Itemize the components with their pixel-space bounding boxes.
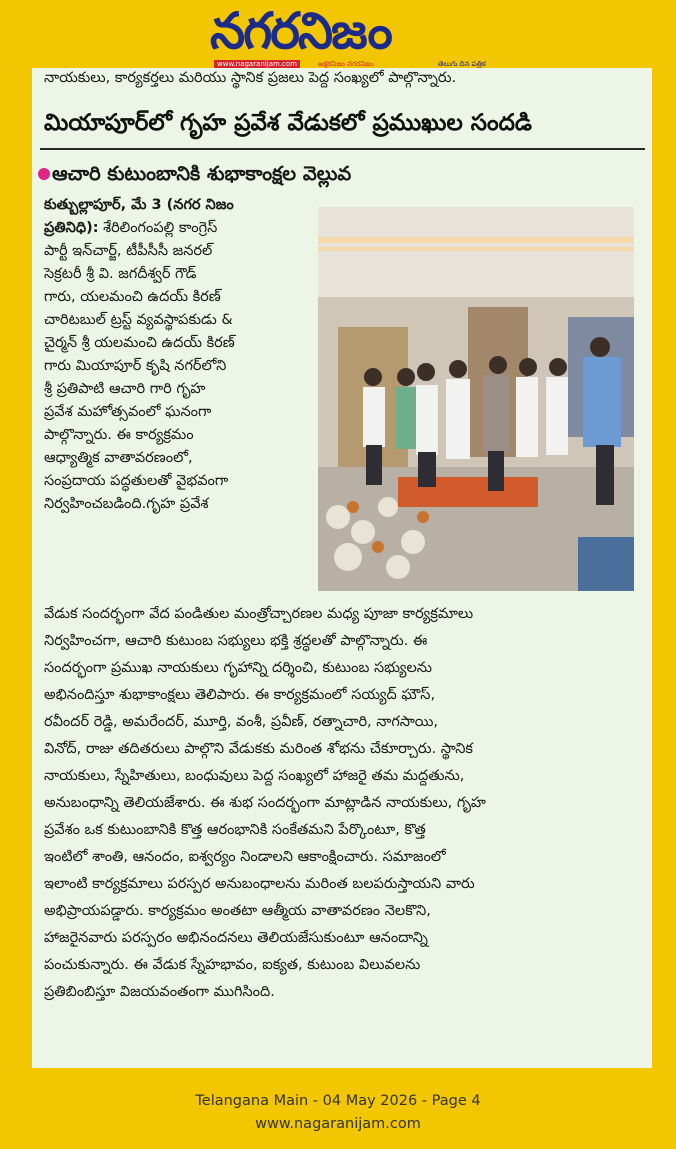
article-line <box>44 218 217 238</box>
article-line: అనుబంధాన్ని తెలియజేశారు. ఈ శుభ సందర్భంగా మాట్లాడిన నాయకులు, గృహ <box>44 795 486 811</box>
narrow-line: సెక్రటరీ శ్రీ వి. జగదీశ్వర్ గౌడ్ <box>44 266 197 282</box>
masthead-tagline-right: తెలుగు దిన పత్రిక <box>438 60 486 68</box>
article-subheadline: ఆచారి కుటుంబానికి శుభాకాంక్షల వెల్లువ <box>52 162 352 185</box>
narrow-line: పార్టీ ఇన్‌చార్జ్, టీపీసీసీ జనరల్ <box>44 243 213 259</box>
article-line: ఇలాంటి కార్యక్రమాలు పరస్పర అనుబంధాలను మరింత బలపరుస్తాయని వారు <box>44 876 475 892</box>
masthead <box>210 2 486 68</box>
article-line: ఇంటిలో శాంతి, ఆనందం, ఐశ్వర్యం నిండాలని ఆకాంక్షించారు. సమాజంలో <box>44 849 446 865</box>
bullet-dot-icon <box>38 168 50 180</box>
article-line: అభిప్రాయపడ్డారు. కార్యక్రమం అంతటా ఆత్మీయ వాతావరణం నెలకొని, <box>44 903 431 919</box>
footer-bar <box>0 1075 676 1149</box>
narrow-line: సంప్రదాయ పద్ధతులతో వైభవంగా <box>44 473 229 489</box>
article-line: వినోద్, రాజు తదితరులు పాల్గొని వేడుకకు మరింత శోభను చేకూర్చారు. స్థానిక <box>44 741 473 757</box>
narrow-line: ప్రవేశ మహోత్సవంలో ఘనంగా <box>44 404 212 420</box>
newspaper-logo: నగరనిజం <box>210 2 391 60</box>
article-line: పంచుకున్నారు. ఈ వేడుక స్నేహభావం, ఐక్యత, కుటుంబ విలువలను <box>44 957 421 973</box>
narrow-line: ఆధ్యాత్మిక వాతావరణంలో, <box>44 450 193 466</box>
edition-label: Telangana Main - 04 May 2026 - Page 4 <box>195 1093 481 1109</box>
headline-divider <box>40 148 645 150</box>
dateline: కుత్బుల్లాపూర్, మే 3 (నగర నిజం <box>44 197 234 213</box>
dateline-cont: ప్రతినిధి): <box>44 220 99 236</box>
article-line: నిర్వహించగా, ఆచారి కుటుంబ సభ్యులు భక్తి శ్రద్ధలతో పాల్గొన్నారు. ఈ <box>44 633 428 649</box>
previous-article-tail: నాయకులు, కార్యకర్తలు మరియు స్థానిక ప్రజలు పెద్ద సంఖ్యలో పాల్గొన్నారు. <box>44 70 457 86</box>
article-line: అభినందిస్తూ శుభాకాంక్షలు తెలిపారు. ఈ కార్యక్రమంలో సయ్యద్ ఘౌస్, <box>44 687 436 703</box>
narrow-line: చైర్మన్ శ్రీ యలమంచి ఉదయ్ కిరణ్ <box>44 335 235 351</box>
event-photo-illustration <box>318 207 634 591</box>
masthead-url: www.nagaranijam.com <box>214 60 300 69</box>
narrow-line: శ్రీ ప్రతిపాటి ఆచారి గారి గృహ <box>44 381 206 397</box>
article-line: నాయకులు, స్నేహితులు, బంధువులు పెద్ద సంఖ్యలో హాజరై తమ మద్దతును, <box>44 768 465 784</box>
narrow-line: గారు, యలమంచి ఉదయ్ కిరణ్ <box>44 289 221 305</box>
article-line: సందర్భంగా ప్రముఖ నాయకులు గృహాన్ని దర్శించి, కుటుంబ సభ్యులను <box>44 660 432 676</box>
narrow-line: నిర్వహించబడింది.గృహ ప్రవేశ <box>44 496 209 512</box>
article-line: వేడుక సందర్భంగా వేద పండితుల మంత్రోచ్చారణల మధ్య పూజా కార్యక్రమాలు <box>44 606 474 622</box>
narrow-line: పాల్గొన్నారు. ఈ కార్యక్రమం <box>44 427 194 443</box>
event-photo <box>318 207 634 591</box>
article-line: ప్రతిబింబిస్తూ విజయవంతంగా ముగిసింది. <box>44 984 275 1000</box>
narrow-line: చారిటబుల్ ట్రస్ట్ వ్యవస్థాపకుడు & <box>44 312 233 328</box>
narrow-line: గారు మియాపూర్ కృషి నగర్‌లోని <box>44 358 227 374</box>
article-line: రవీందర్ రెడ్డి, అమరేందర్, మూర్తి, వంశీ, ప్రవీణ్, రత్నాచారి, నాగసాయి, <box>44 714 438 730</box>
website-link[interactable]: www.nagaranijam.com <box>255 1116 421 1132</box>
article-headline: మియాపూర్‌లో గృహ ప్రవేశ వేడుకలో ప్రముఖుల సందడి <box>44 110 532 136</box>
article-line: ప్రవేశం ఒక కుటుంబానికి కొత్త ఆరంభానికి సంకేతమని పేర్కొంటూ, కొత్త <box>44 822 426 838</box>
narrow-line: శేరిలింగంపల్లి కాంగ్రెస్ <box>103 220 218 236</box>
article-line: హాజరైనవారు పరస్పరం అభినందనలు తెలియజేసుకుంటూ ఆనందాన్ని <box>44 930 428 946</box>
masthead-tagline: అక్షరనిజం నగరనిజం <box>318 60 374 68</box>
